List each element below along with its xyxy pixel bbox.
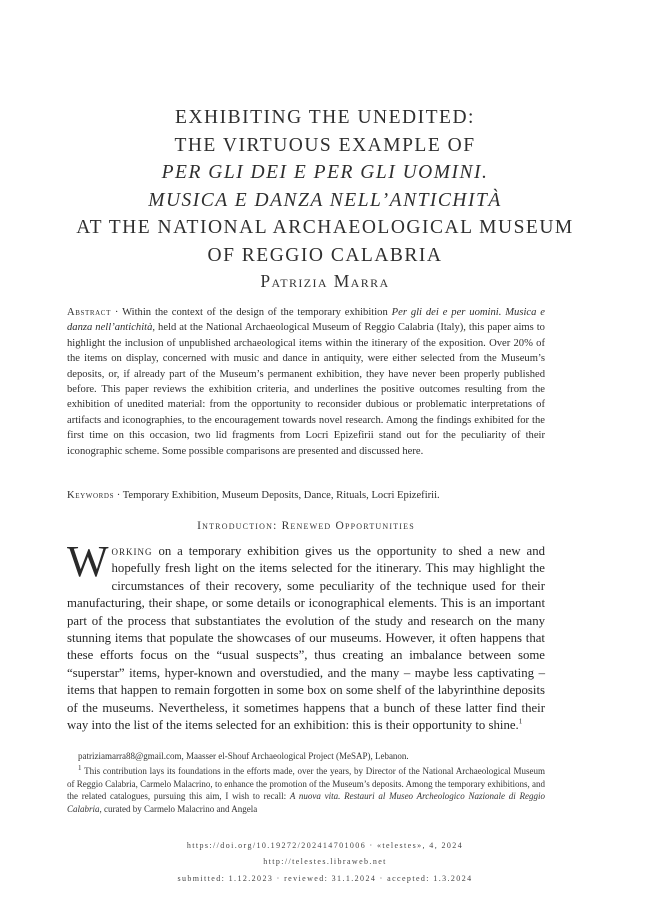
footnote-1: [67, 765, 545, 815]
article-title: [40, 104, 610, 270]
keywords-separator: ·: [114, 490, 123, 501]
title-line-2: THE VIRTUOUS EXAMPLE OF: [174, 134, 476, 156]
title-line-5: AT THE NATIONAL ARCHAEOLOGICAL MUSEUM: [76, 217, 574, 239]
keywords-label: Keywords: [67, 490, 115, 501]
section-heading: Introduction: Renewed Opportunities: [197, 520, 415, 532]
drop-cap: W: [67, 537, 109, 586]
doi-line[interactable]: https://doi.org/10.19272/202414701006 · «telestes», 4, 2024: [186, 841, 464, 850]
abstract: [67, 305, 545, 459]
title-line-4: MUSICA E DANZA NELL’ANTICHITÀ: [148, 189, 502, 211]
footnote-1-number: 1: [78, 764, 82, 773]
lead-word: orking: [111, 544, 153, 558]
abstract-text-2: , held at the National Archaeological Museum of Reggio Calabria (Italy), this paper aims to highlight the inclusion of unpublished archaeological items within the itinerary of the exposition. Over 20% of the items on display, concerned with music and dance in antiquity, were either selected from the Museum’s deposits, or, if already part of the Museum’s permanent exhibition, they have never been properly published before. This paper reviews the exhibition criteria, and underlines the positive outcomes resulting from the exhibition of unedited material: from the opportunity to reconsider dubious or problematic interpretations of artifacts and iconographies, to the encouragement towards novel research. Among the findings exhibited for the first time on this occasion, two lid fragments from Locri Epizefirii stand out for the peculiarity of their iconographic scheme. Some possible comparisons are presented and discussed here.: [67, 322, 545, 457]
footnotes: [67, 750, 545, 815]
submission-dates: submitted: 1.12.2023 · reviewed: 31.1.2024 · accepted: 1.3.2024: [177, 874, 473, 883]
journal-url[interactable]: http://telestes.libraweb.net: [263, 857, 387, 866]
title-line-6: OF REGGIO CALABRIA: [207, 244, 443, 266]
abstract-label: Abstract: [67, 307, 111, 318]
footnote-1-text-1: This contribution lays its foundations in the efforts made, over the years, by Director of the National Archaeological Museum of Reggio Calabria, Carmelo Malacrino, to enhance the promotion of the Museum’s deposits. Among the temporary exhibitions, and the related catalogues, pursuing this aim, I wish to recall:: [67, 766, 545, 802]
footnote-ref-1[interactable]: 1: [518, 717, 523, 726]
footnote-1-title: A nuova vita. Restauri al Museo Archeologico Nazionale di Reggio Calabria: [67, 791, 545, 814]
author-affiliation: patriziamarra88@gmail.com, Maasser el-Shouf Archaeological Project (MeSAP), Lebanon.: [78, 751, 409, 761]
body-paragraph: [67, 537, 545, 734]
abstract-exhibition-title: Per gli dei e per uomini. Musica e danza nell’antichità: [67, 307, 545, 334]
abstract-separator: ·: [110, 307, 123, 318]
keywords-text: Temporary Exhibition, Museum Deposits, Dance, Rituals, Locri Epizefirii.: [122, 490, 440, 501]
title-line-3: PER GLI DEI E PER GLI UOMINI.: [161, 162, 489, 184]
body-text: on a temporary exhibition gives us the opportunity to shed a new and hopefully fresh light on the items selected for the itinerary. This may highlight the circumstances of their recovery, some peculiarity of the technique used for their manufacturing, their shape, or some details or iconographical elements. This is an important part of the process that substantiates the evolution of the study and research on the many stunning items that populate the showcases of our museums. However, it often happens that these efforts focus on the “usual suspects”, thus creating an imbalance between some “superstar” items, hyper-known and overstudied, and the many – maybe less captivating – items that happen to remain forgotten in some box on some shelf of the labyrinthine deposits of the museums. Nevertheless, it sometimes happens that a bunch of these latter find their way into the list of the items selected for an exhibition: this is their opportunity to shine.: [67, 544, 545, 733]
title-line-1: EXHIBITING THE UNEDITED:: [175, 107, 475, 128]
keywords: [67, 488, 545, 503]
footnote-1-text-2: , curated by Carmelo Malacrino and Angela: [99, 803, 258, 814]
abstract-text-1: Within the context of the design of the temporary exhibition: [122, 307, 392, 318]
author-name: Patrizia Marra: [260, 271, 390, 291]
